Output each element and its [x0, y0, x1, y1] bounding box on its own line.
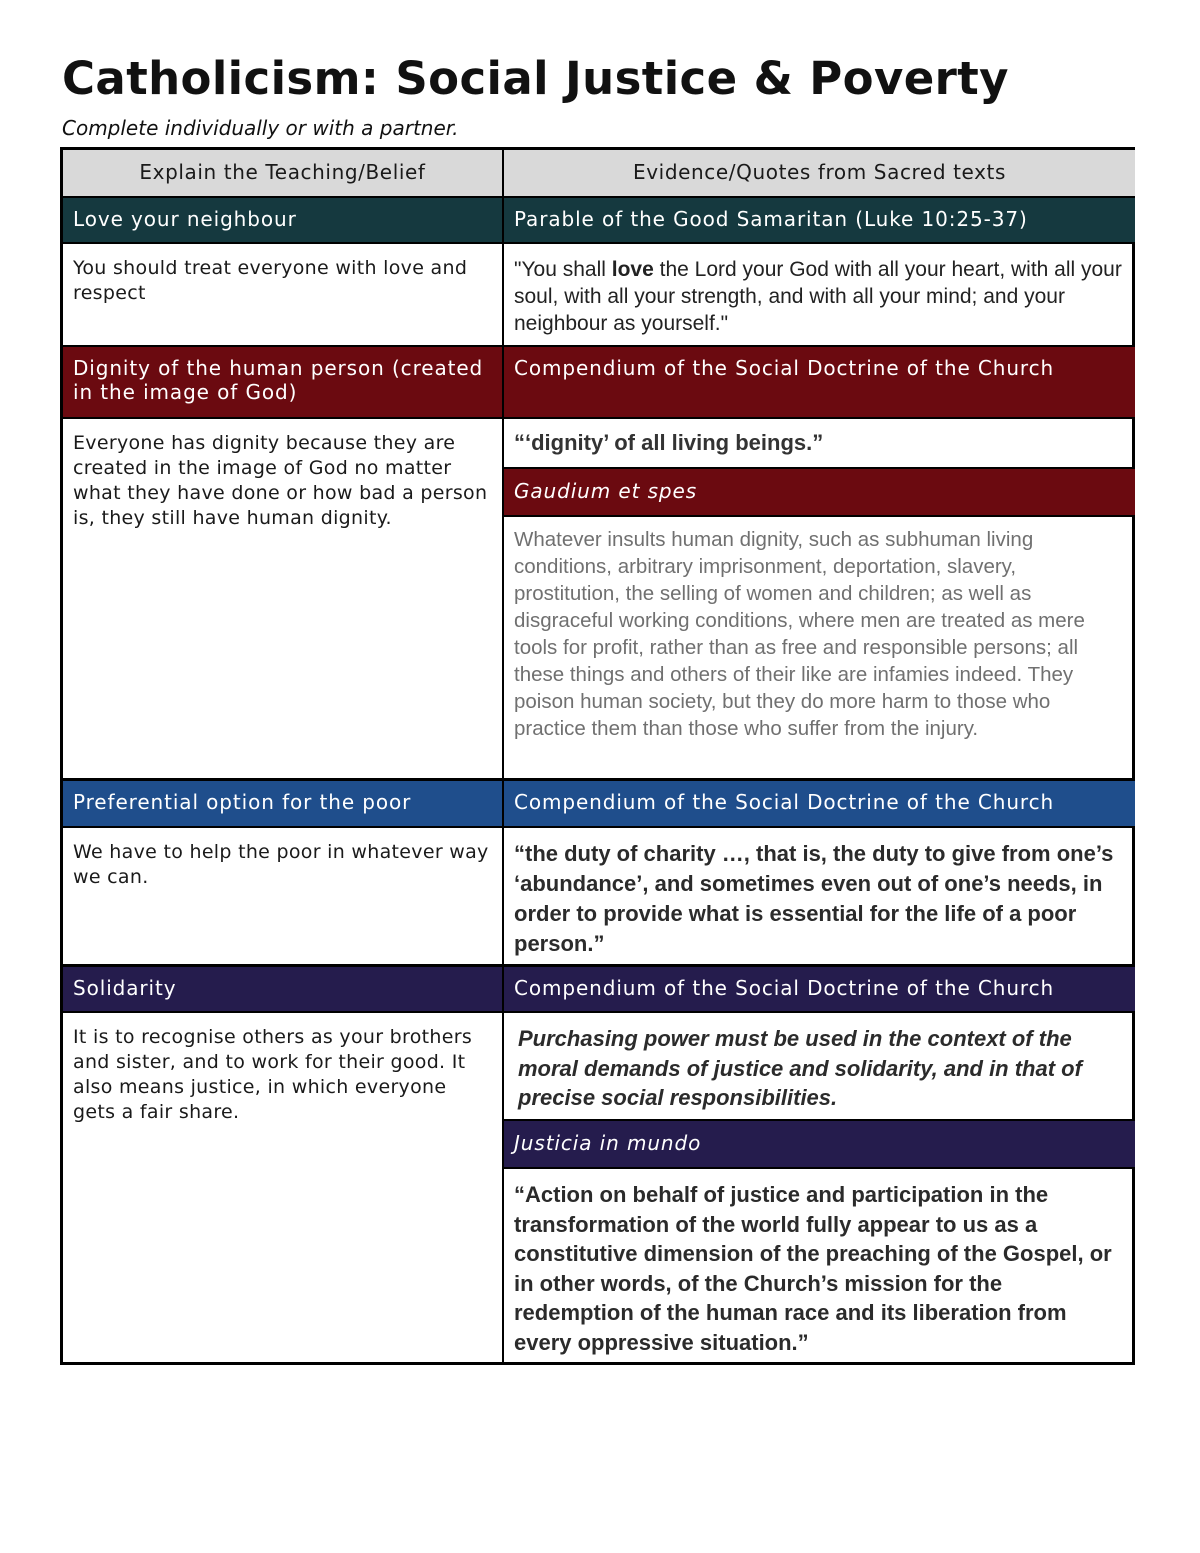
- row-divider: [63, 417, 1135, 419]
- row-divider: [504, 467, 1135, 469]
- row-divider: [504, 515, 1135, 517]
- row-divider: [63, 1011, 1135, 1013]
- row-divider: [63, 242, 1135, 244]
- source-compendium-solidarity: Compendium of the Social Doctrine of the Church: [504, 967, 1135, 1011]
- quote-purchasing-power: Purchasing power must be used in the context of the moral demands of justice and solidarity, and in that of precise social responsibilities.: [518, 1026, 1082, 1110]
- explanation-solidarity: It is to recognise others as your brothers and sister, and to work for their good. It also means justice, in which everyone gets a fair share.: [73, 1026, 473, 1123]
- teaching-solidarity: Solidarity: [63, 967, 502, 1011]
- column-divider: [502, 150, 504, 1365]
- quote-gaudium-et-spes: Whatever insults human dignity, such as subhuman living conditions, arbitrary imprisonment, deportation, slavery, prostitution, the selling of women and children; as well as disgraceful working conditions, where men are treated as mere tools for profit, rather than as free and responsible persons; all these things and others of their like are infamies indeed. They poison human society, but they do more harm to those who practice them than those who suffer from the injury.: [514, 528, 1085, 740]
- source-justicia-in-mundo: Justicia in mundo: [504, 1121, 1135, 1167]
- row-divider: [63, 345, 1135, 347]
- quote-love: [504, 244, 1135, 345]
- source-good-samaritan: Parable of the Good Samaritan (Luke 10:25-37): [504, 198, 1135, 242]
- explanation-dignity: Everyone has dignity because they are created in the image of God no matter what they have done or how bad a person is, they still have human dignity.: [73, 432, 488, 529]
- row-divider: [504, 1167, 1135, 1169]
- row-divider: [63, 964, 1135, 967]
- row-divider: [63, 196, 1135, 198]
- page-subtitle: Complete individually or with a partner.: [62, 116, 459, 140]
- row-divider: [63, 778, 1135, 781]
- teaching-love-your-neighbour: Love your neighbour: [63, 198, 502, 242]
- source-compendium-poor: Compendium of the Social Doctrine of the Church: [504, 781, 1135, 826]
- row-divider: [63, 826, 1135, 828]
- quote-justicia-in-mundo: “Action on behalf of justice and participation in the transformation of the world fully appear to us as a constitutive dimension of the preaching of the Gospel, or in other words, of the Church’s mission for the redemption of the human race and its liberation from every oppressive situation.”: [514, 1182, 1112, 1355]
- source-gaudium-et-spes: Gaudium et spes: [504, 469, 1135, 515]
- column-header-teaching: Explain the Teaching/Belief: [63, 150, 502, 196]
- quote-dignity-compendium: “‘dignity’ of all living beings.”: [514, 430, 824, 455]
- explanation-love: You should treat everyone with love and respect: [73, 257, 468, 304]
- row-divider: [504, 1119, 1135, 1121]
- source-compendium-dignity: Compendium of the Social Doctrine of the Church: [504, 347, 1135, 417]
- page-title: Catholicism: Social Justice & Poverty: [62, 52, 1009, 105]
- quote-love-end: the Lord your God with all your heart, with all your soul, with all your strength, and with all your mind; and your neighbour as yourself.": [514, 258, 1122, 335]
- quote-duty-of-charity: “the duty of charity …, that is, the duty to give from one’s ‘abundance’, and sometimes even out of one’s needs, in order to provide what is essential for the life of a poor person.”: [514, 841, 1114, 956]
- teaching-preferential-option: Preferential option for the poor: [63, 781, 502, 826]
- explanation-poor: We have to help the poor in whatever way we can.: [73, 841, 489, 888]
- teaching-table: [60, 147, 1135, 1365]
- quote-love-start: "You shall: [514, 258, 612, 281]
- teaching-human-dignity: Dignity of the human person (created in the image of God): [63, 347, 502, 417]
- column-header-evidence: Evidence/Quotes from Sacred texts: [504, 150, 1135, 196]
- quote-love-emphasis: love: [611, 258, 654, 281]
